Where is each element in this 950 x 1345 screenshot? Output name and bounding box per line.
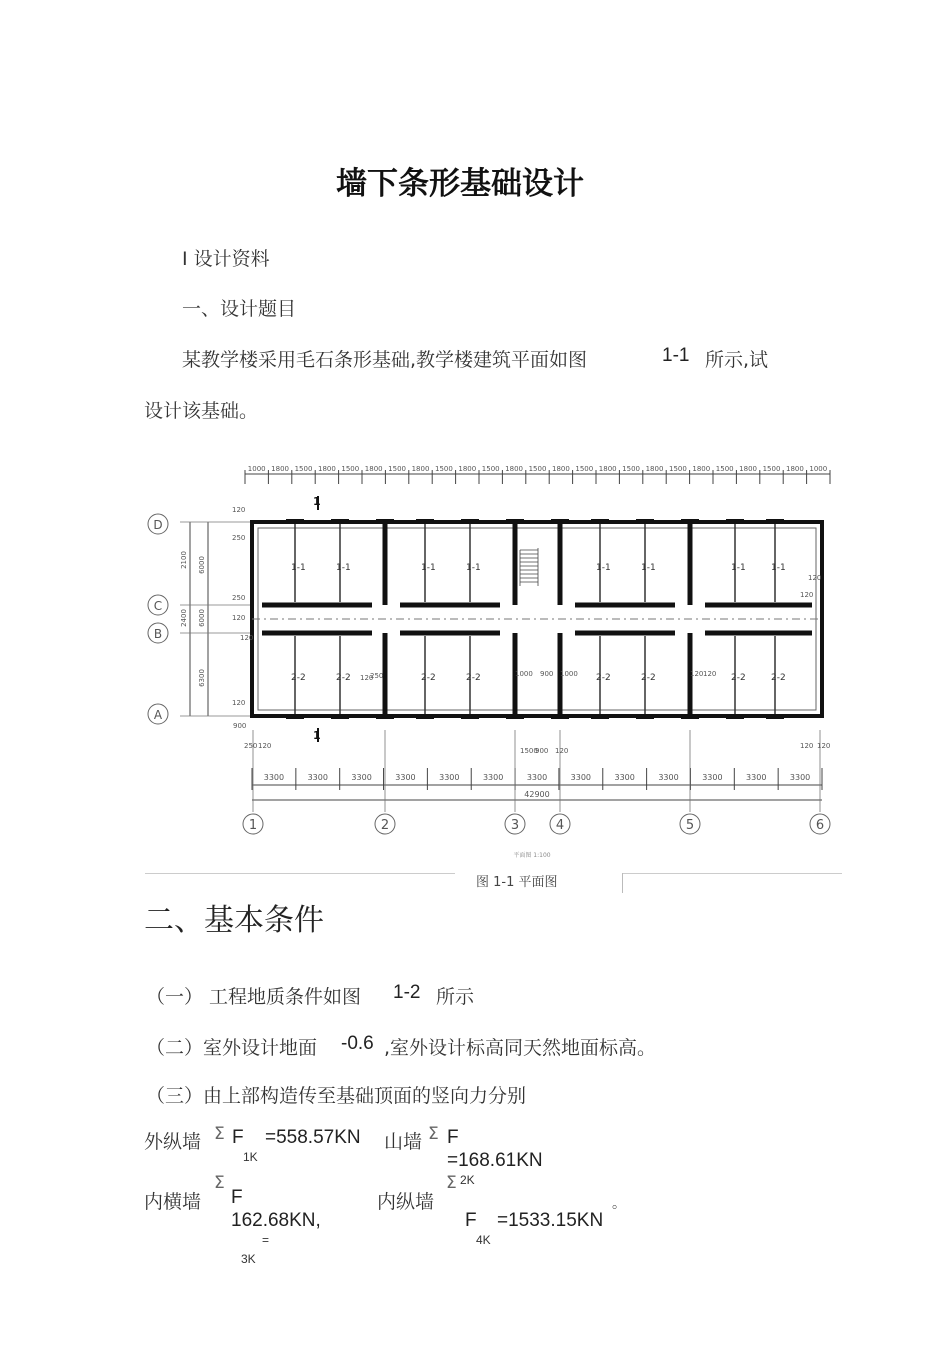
small-dimension-label: 1000 xyxy=(515,670,533,678)
window xyxy=(766,714,784,719)
window xyxy=(506,519,524,524)
small-dimension-label: 250 xyxy=(232,594,246,602)
figure-rule-left xyxy=(145,873,455,874)
force-4-subscript: 4K xyxy=(476,1233,491,1247)
force-2-subscript: 2K xyxy=(460,1173,475,1187)
window xyxy=(416,714,434,719)
dimension-label: 2100 xyxy=(180,551,188,569)
dimension-label: 1500 xyxy=(668,465,687,473)
paragraph-topic-tail: 所示,试 xyxy=(705,349,769,371)
window xyxy=(416,519,434,524)
window xyxy=(681,519,699,524)
dimension-label: 1500 xyxy=(434,465,453,473)
dimension-label: 6000 xyxy=(198,556,206,574)
room-mark: 1-1 xyxy=(731,563,746,573)
small-dimension-label: 120 xyxy=(817,742,831,750)
bay-dimension-label: 3300 xyxy=(702,773,723,782)
room-mark: 2-2 xyxy=(771,673,786,683)
small-dimension-label: 120 xyxy=(703,670,717,678)
force-1-subscript: 1K xyxy=(243,1150,258,1164)
section-basic-conditions: 二、基本条件 xyxy=(144,903,324,938)
sigma-symbol: Σ xyxy=(214,1124,225,1144)
room-mark: 2-2 xyxy=(421,673,436,683)
bay-dimension-label: 3300 xyxy=(439,773,460,782)
room-mark: 2-2 xyxy=(466,673,481,683)
small-dimension-label: 900 xyxy=(540,670,554,678)
axis-bubble-label: 3 xyxy=(510,818,520,833)
top-dimension-line xyxy=(245,465,830,484)
dimension-label: 6000 xyxy=(198,609,206,627)
window xyxy=(331,519,349,524)
window xyxy=(726,519,744,524)
dimension-label: 1800 xyxy=(411,465,430,473)
window xyxy=(551,519,569,524)
total-dimension-label: 42900 xyxy=(524,790,550,799)
bay-dimension-label: 3300 xyxy=(614,773,635,782)
dimension-label: 1800 xyxy=(598,465,617,473)
small-dimension-label: 120 xyxy=(555,747,569,755)
dimension-label: 1500 xyxy=(715,465,734,473)
window xyxy=(726,714,744,719)
figure-ref: 1-1 xyxy=(662,345,690,366)
dimension-label: 1800 xyxy=(271,465,290,473)
window xyxy=(331,714,349,719)
dimension-label: 1500 xyxy=(388,465,407,473)
dimension-label: 1500 xyxy=(762,465,781,473)
condition-ground-tail: ,室外设计标高同天然地面标高。 xyxy=(384,1037,657,1059)
plan-body xyxy=(232,495,830,755)
window xyxy=(286,519,304,524)
room-mark: 1-1 xyxy=(291,563,306,573)
dimension-label: 1800 xyxy=(645,465,664,473)
small-dimension-label: 120 xyxy=(240,634,254,642)
axis-bubble-label: A xyxy=(153,708,163,722)
window xyxy=(591,714,609,719)
window xyxy=(461,714,479,719)
dimension-label: 1500 xyxy=(481,465,500,473)
room-mark: 1-1 xyxy=(421,563,436,573)
sigma-symbol: Σ xyxy=(428,1124,439,1144)
figure-rule-right xyxy=(622,873,842,874)
small-dimension-label: 250 xyxy=(244,742,258,750)
dimension-label: 1500 xyxy=(575,465,594,473)
ground-level-value: -0.6 xyxy=(341,1033,374,1054)
sigma-symbol: Σ xyxy=(214,1173,225,1193)
force-3-subscript: 3K xyxy=(241,1252,256,1266)
window xyxy=(551,714,569,719)
subsection-design-topic: 一、设计题目 xyxy=(182,298,297,320)
dimension-label: 1800 xyxy=(692,465,711,473)
window xyxy=(506,714,524,719)
room-mark: 2-2 xyxy=(731,673,746,683)
force-4-value: =1533.15KN xyxy=(497,1210,604,1231)
bay-dimension-label: 3300 xyxy=(570,773,592,782)
room-mark: 1-1 xyxy=(596,563,611,573)
room-mark: 1-1 xyxy=(641,563,656,573)
small-dimension-label: 120 xyxy=(690,670,704,678)
figure-rule-tick xyxy=(622,873,623,893)
dimension-label: 1800 xyxy=(364,465,383,473)
small-dimension-label: 120 xyxy=(808,574,822,582)
force-3-equals: = xyxy=(262,1233,270,1247)
small-dimension-label: 900 xyxy=(535,747,549,755)
condition-geology-tail: 所示 xyxy=(436,986,475,1008)
small-dimension-label: 250 xyxy=(232,534,246,542)
room-mark: 2-2 xyxy=(336,673,351,683)
window xyxy=(636,714,654,719)
window xyxy=(461,519,479,524)
room-mark: 2-2 xyxy=(596,673,611,683)
axis-bubble-label: 5 xyxy=(685,818,695,833)
page-title: 墙下条形基础设计 xyxy=(336,166,584,202)
bay-dimension-label: 3300 xyxy=(307,773,328,782)
room-mark: 2-2 xyxy=(291,673,306,683)
axis-bubble-label: 6 xyxy=(815,818,825,833)
force-3-value: 162.68KN, xyxy=(231,1210,321,1231)
force-symbol: F xyxy=(231,1187,243,1208)
dimension-label: 1800 xyxy=(317,465,336,473)
dimension-label: 1500 xyxy=(622,465,641,473)
force-symbol: F xyxy=(232,1127,244,1148)
bay-dimension-label: 3300 xyxy=(482,773,504,782)
figure-ref-1-2: 1-2 xyxy=(393,982,421,1003)
small-dimension-label: 120 xyxy=(232,699,246,707)
dimension-label: 2400 xyxy=(180,609,188,627)
inner-longitudinal-wall-label: 内纵墙 xyxy=(377,1191,435,1213)
outer-wall-label: 外纵墙 xyxy=(144,1131,202,1153)
sigma-symbol: Σ xyxy=(446,1173,457,1193)
small-dimension-label: 120 xyxy=(360,674,374,682)
section-mark: 1 xyxy=(313,495,321,508)
section-mark: 1 xyxy=(313,729,321,742)
axis-bubble-label: D xyxy=(153,518,163,532)
bottom-dimension-line xyxy=(252,768,825,859)
sentence-end-mark: 。 xyxy=(612,1196,626,1212)
figure-caption: 图 1-1 平面图 xyxy=(476,875,558,890)
small-dimension-label: 120 xyxy=(258,742,272,750)
paragraph-topic-text: 某教学楼采用毛石条形基础,教学楼建筑平面如图 xyxy=(182,349,588,371)
axis-bubble-label: 4 xyxy=(555,818,565,833)
window xyxy=(286,714,304,719)
axis-bubble-label: B xyxy=(153,627,163,641)
small-dimension-label: 900 xyxy=(233,722,247,730)
force-2-value: =168.61KN xyxy=(447,1150,543,1171)
room-mark: 1-1 xyxy=(466,563,481,573)
window xyxy=(636,519,654,524)
inner-transverse-wall-label: 内横墙 xyxy=(144,1191,202,1213)
force-1-value: =558.57KN xyxy=(265,1127,361,1148)
small-dimension-label: 120 xyxy=(232,506,246,514)
dimension-label: 1500 xyxy=(294,465,313,473)
dimension-label: 1500 xyxy=(341,465,360,473)
small-dimension-label: 1000 xyxy=(560,670,578,678)
window xyxy=(591,519,609,524)
force-symbol: F xyxy=(465,1210,477,1231)
paragraph-topic-line2: 设计该基础。 xyxy=(144,400,259,422)
force-symbol: F xyxy=(447,1127,459,1148)
dimension-label: 1800 xyxy=(739,465,758,473)
dimension-label: 6300 xyxy=(198,669,206,687)
small-dimension-label: 120 xyxy=(800,591,814,599)
bay-dimension-label: 3300 xyxy=(526,773,548,782)
dimension-label: 1000 xyxy=(247,465,266,473)
scale-note: 平面图 1:100 xyxy=(513,852,551,859)
floor-plan-drawing xyxy=(140,455,845,865)
bay-dimension-label: 3300 xyxy=(263,773,285,782)
section-design-data: Ⅰ 设计资料 xyxy=(182,248,270,270)
condition-forces-intro: （三）由上部构造传至基础顶面的竖向力分别 xyxy=(146,1085,527,1107)
dimension-label: 1800 xyxy=(505,465,524,473)
small-dimension-label: 120 xyxy=(800,742,814,750)
window xyxy=(766,519,784,524)
bay-dimension-label: 3300 xyxy=(746,773,767,782)
condition-geology-text: （一） 工程地质条件如图 xyxy=(146,986,362,1008)
gable-wall-label: 山墙 xyxy=(384,1131,423,1153)
window xyxy=(376,714,394,719)
axis-bubble-label: 1 xyxy=(248,818,258,833)
bay-dimension-label: 3300 xyxy=(351,773,372,782)
small-dimension-label: 250 xyxy=(370,672,384,680)
dimension-label: 1800 xyxy=(458,465,477,473)
dimension-label: 1800 xyxy=(551,465,570,473)
room-mark: 1-1 xyxy=(336,563,351,573)
window xyxy=(376,519,394,524)
condition-ground-text: （二）室外设计地面 xyxy=(146,1037,318,1059)
dimension-label: 1000 xyxy=(809,465,828,473)
small-dimension-label: 120 xyxy=(232,614,246,622)
dimension-label: 1800 xyxy=(785,465,804,473)
room-mark: 1-1 xyxy=(771,563,786,573)
room-mark: 2-2 xyxy=(641,673,656,683)
dimension-label: 1500 xyxy=(528,465,547,473)
axis-bubble-label: 2 xyxy=(380,818,390,833)
bay-dimension-label: 3300 xyxy=(658,773,679,782)
bay-dimension-label: 3300 xyxy=(789,773,811,782)
small-dimension-label: 1500 xyxy=(520,747,538,755)
window xyxy=(681,714,699,719)
axis-bubble-label: C xyxy=(153,599,163,613)
bay-dimension-label: 3300 xyxy=(395,773,416,782)
